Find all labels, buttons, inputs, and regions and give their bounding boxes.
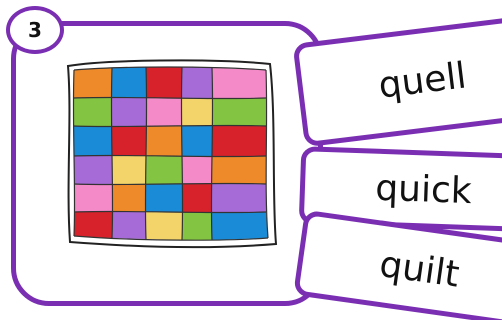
word-card-label: quilt (377, 243, 462, 296)
card-number-badge (6, 6, 64, 54)
word-card-label: quick (374, 167, 473, 212)
quilt-icon (62, 56, 282, 252)
word-card-1[interactable] (293, 17, 502, 148)
card-number: 3 (28, 18, 42, 42)
word-card-label: quell (376, 54, 469, 107)
